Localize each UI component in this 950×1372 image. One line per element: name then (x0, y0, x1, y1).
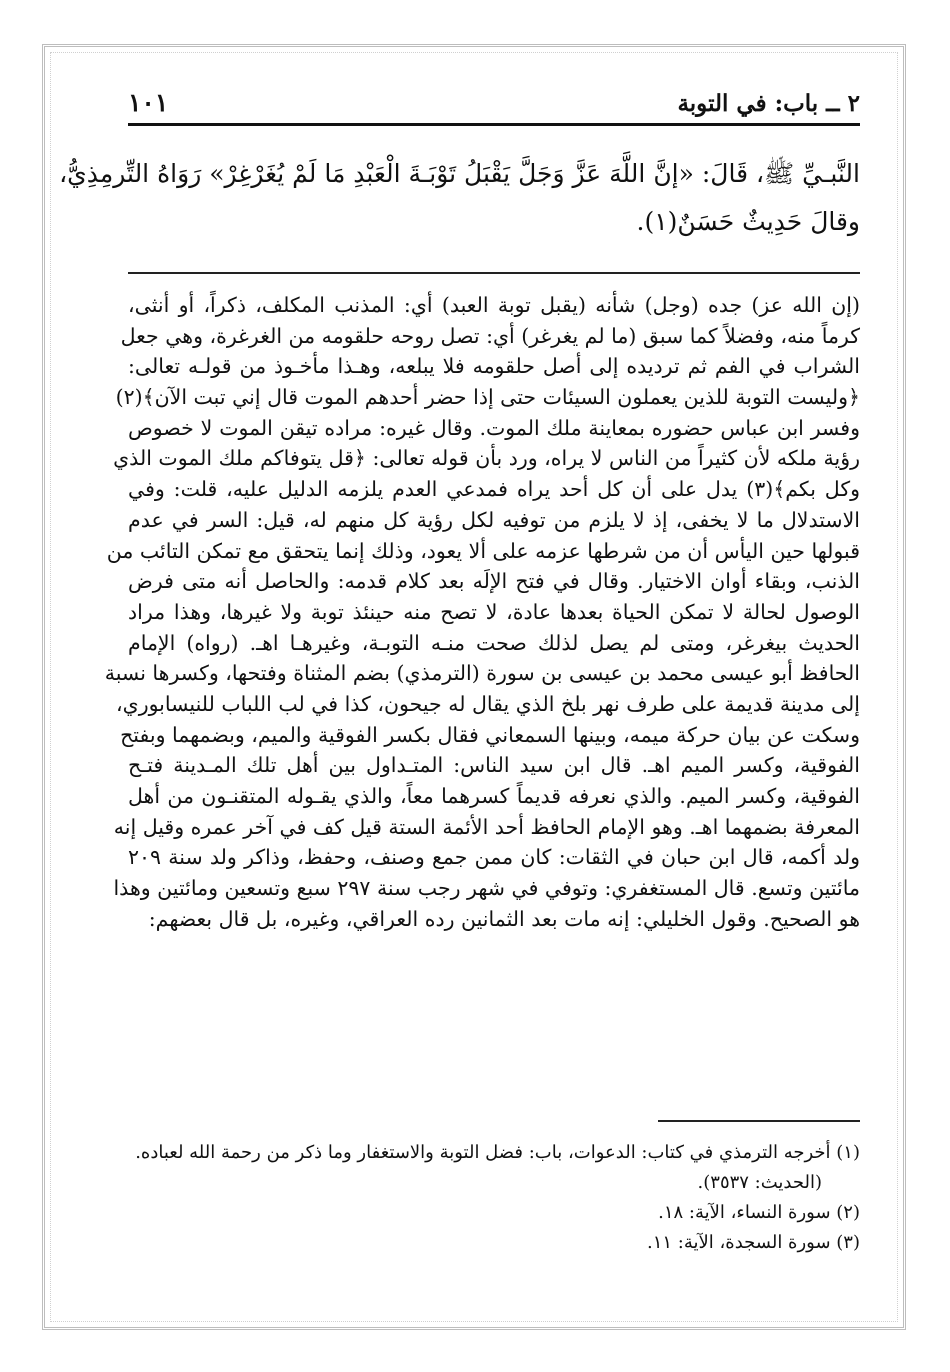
commentary-text (104, 290, 860, 934)
commentary-line: الوصول لحالة لا تمكن الحياة بعدها عادة، لا تصح منه حينئذ توبة ولا غيرها، وهذا مراد (128, 599, 860, 624)
commentary-line: هو الصحيح. وقول الخليلي: إنه مات بعد الثمانين رده العراقي، وغيره، بل قال بعضهم: (148, 906, 860, 931)
commentary-line: قبولها حين اليأس أن من شرطها عزمه على ألا يعود، وذلك إنما يتحقق مع تمكن التائب من (106, 538, 860, 563)
commentary-line: ولد أكمه، قال ابن حبان في الثقات: كان ممن جمع وصنف، وحفظ، وذاكر ولد سنة ٢٠٩ (128, 845, 860, 870)
commentary-line: الفوقية، وكسر الميم اهـ. قال ابن سيد الناس: المتـداول بين أهل تلك المـدينة فتـح (128, 753, 860, 778)
commentary-line: الحديث بيغرغر، ومتى لم يصل لذلك صحت منـه التوبـة، وغيرهـا اهـ. (رواه) الإمام (128, 630, 860, 655)
page-header (128, 86, 860, 122)
commentary-line: الاستدلال ما لا يخفى، إذ لا يلزم من توفيه لكل رؤية كل منهم له، قيل: السر في عدم (128, 507, 860, 532)
section-divider (128, 272, 860, 274)
commentary-line: وفسر ابن عباس حضوره بمعاينة ملك الموت. وقال غيره: مراده تيقن الموت لا خصوص (128, 415, 860, 440)
commentary-line: المعرفة بضمهما اهـ. وهو الإمام الحافظ أحد الأئمة الستة قيل كف في آخر عمره وقيل إنه (113, 814, 860, 839)
footnote-1: (١) أخرجه الترمذي في كتاب: الدعوات، باب: فضل التوبة والاستغفار وما ذكر من رحمة الله لعباده. (135, 1142, 860, 1163)
footnote-3: (٣) سورة السجدة، الآية: ١١. (646, 1232, 860, 1253)
footnote-1-continuation: (الحديث: ٣٥٣٧). (697, 1172, 822, 1193)
commentary-line: الفوقية، وكسر الميم. والذي نعرفه قديماً كسرهما معاً، والذي يقـوله المتقنـون من أهل (128, 784, 860, 808)
hadith-line: وقالَ حَدِيثٌ حَسَنٌ(١). (636, 207, 860, 236)
commentary-line: وكل بكم﴾(٣) يدل على أن كل أحد يراه فمدعي العدم يلزمه الدليل عليه، قلت: وفي (128, 477, 860, 502)
commentary-line: الذنب، وبقاء أوان الاختيار. وقال في فتح الإلَه بعد كلام قدمه: والحاصل أنه متى فرض (128, 569, 860, 594)
footnote-divider (658, 1120, 860, 1122)
commentary-line: الشراب في الفم ثم ترديده إلى أصل حلقومه فلا يبلعه، وهـذا مأخـوذ من قولـه تعالى: (128, 354, 860, 379)
commentary-line: رؤية ملكه لأن كثيراً من الناس لا يراه، ورد بأن قوله تعالى: ﴿قل يتوفاكم ملك الموت الذي (113, 446, 860, 471)
commentary-line: وسكت عن بيان حركة ميمه، وبينها السمعاني فقال بكسر الفوقية والميم، وبضمهما وبفتح (120, 722, 860, 747)
page-number: ١٠١ (128, 88, 169, 117)
chapter-title: ٢ ــ باب: في التوبة (677, 90, 860, 117)
commentary-line: مائتين وتسع. قال المستغفري: وتوفي في شهر رجب سنة ٢٩٧ سبع وتسعين ومائتين وهذا (113, 876, 860, 901)
hadith-line: النَّبـيِّ ﷺ، قَالَ: «إنَّ اللَّهَ عَزَّ وَجَلَّ يَقْبَلُ تَوْبَـةَ الْعَبْدِ مَا لَمْ يُغَرْغِرْ» رَوَاهُ التِّرمِذِيُّ، (59, 159, 860, 188)
commentary-line: إلى مدينة قديمة على طرف نهر بلخ الذي يقال له جيحون، كذا في لب اللباب للنيسابوري، (116, 691, 860, 716)
commentary-line: ﴿وليست التوبة للذين يعملون السيئات حتى إذا حضر أحدهم الموت قال إني تبت الآن﴾(٢) (115, 385, 860, 410)
commentary-line: كرماً منه، وفضلاً كما سبق (ما لم يغرغر) أي: تصل روحه حلقومه من الغرغرة، وهي جعل (120, 323, 860, 348)
commentary-line: (إن الله عز) جده (وجل) شأنه (يقبل توبة العبد) أي: المذنب المكلف، ذكراً، أو أنثى، (128, 293, 860, 317)
hadith-text (59, 150, 860, 246)
commentary-line: الحافظ أبو عيسى محمد بن عيسى بن سورة (الترمذي) بضم المثناة وفتحها، وكسرها نسبة (104, 661, 860, 686)
header-rule (128, 123, 860, 126)
footnotes (128, 1138, 860, 1258)
footnote-2: (٢) سورة النساء، الآية: ١٨. (658, 1202, 860, 1223)
